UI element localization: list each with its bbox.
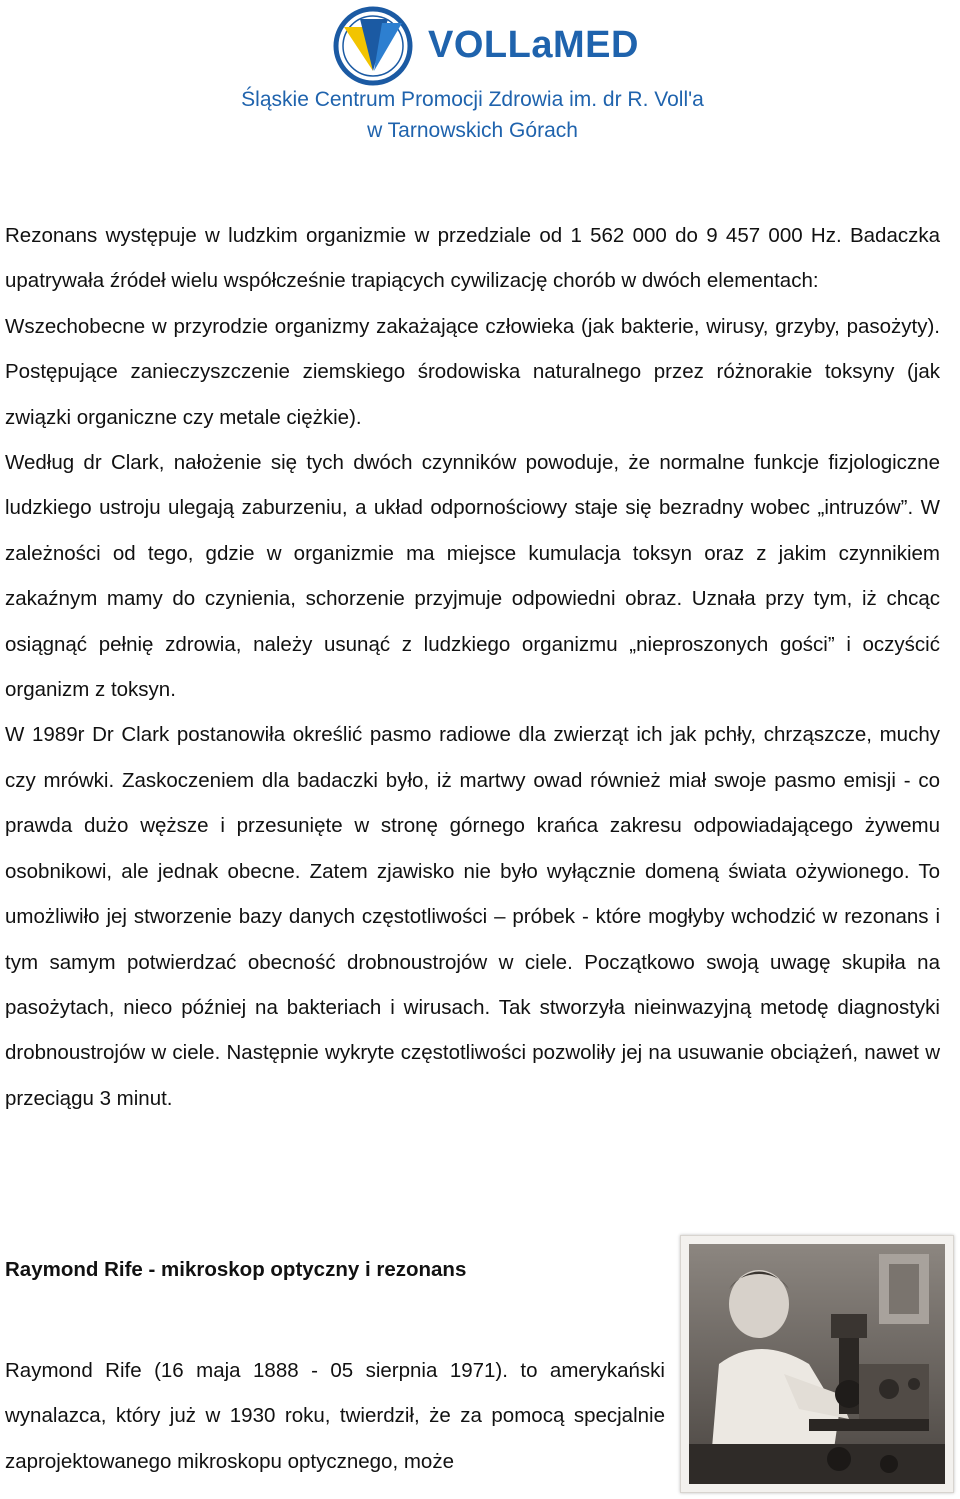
paragraph: Według dr Clark, nałożenie się tych dwóch czynników powoduje, że normalne funkcje fizjologiczne ludzkiego ustroju ulegają zaburzeniu, a układ odpornościowy staje się bezradny wobec „intruzów”. W zależności od tego, gdzie w organizmie ma miejsce kumulacja toksyn oraz z jakim czynnikiem zakaźnym mamy do czynienia, schorzenie przyjmuje odpowiedni obraz. Uznała przy tym, iż chcąc osiągnąć pełnię zdrowia, należy usunąć z ludzkiego organizmu „nieproszonych gości” i oczyścić organizm z toksyn. xyxy=(5,451,940,702)
body-text xyxy=(5,213,940,1121)
scientist-photo xyxy=(680,1235,954,1493)
paragraph: W 1989r Dr Clark postanowiła określić pasmo radiowe dla zwierząt ich jak pchły, chrząszcze, muchy czy mrówki. Zaskoczeniem dla badaczki było, iż martwy owad również miał swoje pasmo emisji - co prawda dużo węższe i przesunięte w stronę górnego krańca zakresu odpowiadającego żywemu osobnikowi, ale jednak obecne. Zatem zjawisko nie było wyłącznie domeną świata ożywionego. To umożliwiło jej stworzenie bazy danych częstotliwości – próbek - które mogłyby wchodzić w rezonans i tym samym potwierdzać obecność drobnoustrojów w ciele. Początkowo swoją uwagę skupiła na pasożytach, nieco później na bakteriach i wirusach. Tak stworzyła nieinwazyjną metodę diagnostyki drobnoustrojów w ciele. Następnie wykryte częstotliwości pozwoliły jej na usuwanie obciążeń, nawet w przeciągu 3 minut. xyxy=(5,723,940,1110)
section-heading: Raymond Rife - mikroskop optyczny i rezonans xyxy=(5,1258,467,1281)
paragraph: Wszechobecne w przyrodzie organizmy zakażające człowieka (jak bakterie, wirusy, grzyby, pasożyty). Postępujące zanieczyszczenie ziemskiego środowiska naturalnego przez różnorakie toksyny (jak związki organiczne czy metale ciężkie). xyxy=(5,314,940,429)
tagline-line-2: w Tarnowskich Górach xyxy=(367,119,578,142)
section-paragraph: Raymond Rife (16 maja 1888 - 05 sierpnia 1971). to amerykański wynalazca, który już w 1930 roku, twierdził, że za pomocą specjalnie zaprojektowanego mikroskopu optycznego, może xyxy=(5,1359,665,1473)
vollamed-logo-icon xyxy=(332,5,414,87)
tagline-line-1: Śląskie Centrum Promocji Zdrowia im. dr R. Voll'a xyxy=(241,88,704,111)
brand-name: VOLLaMED xyxy=(428,24,639,66)
page-header xyxy=(0,0,960,160)
paragraph: Rezonans występuje w ludzkim organizmie w przedziale od 1 562 000 do 9 457 000 Hz. Badaczka upatrywała źródeł wielu współcześnie trapiących cywilizację chorób w dwóch elementach: xyxy=(5,224,940,293)
scientist-microscope-icon xyxy=(689,1244,945,1484)
